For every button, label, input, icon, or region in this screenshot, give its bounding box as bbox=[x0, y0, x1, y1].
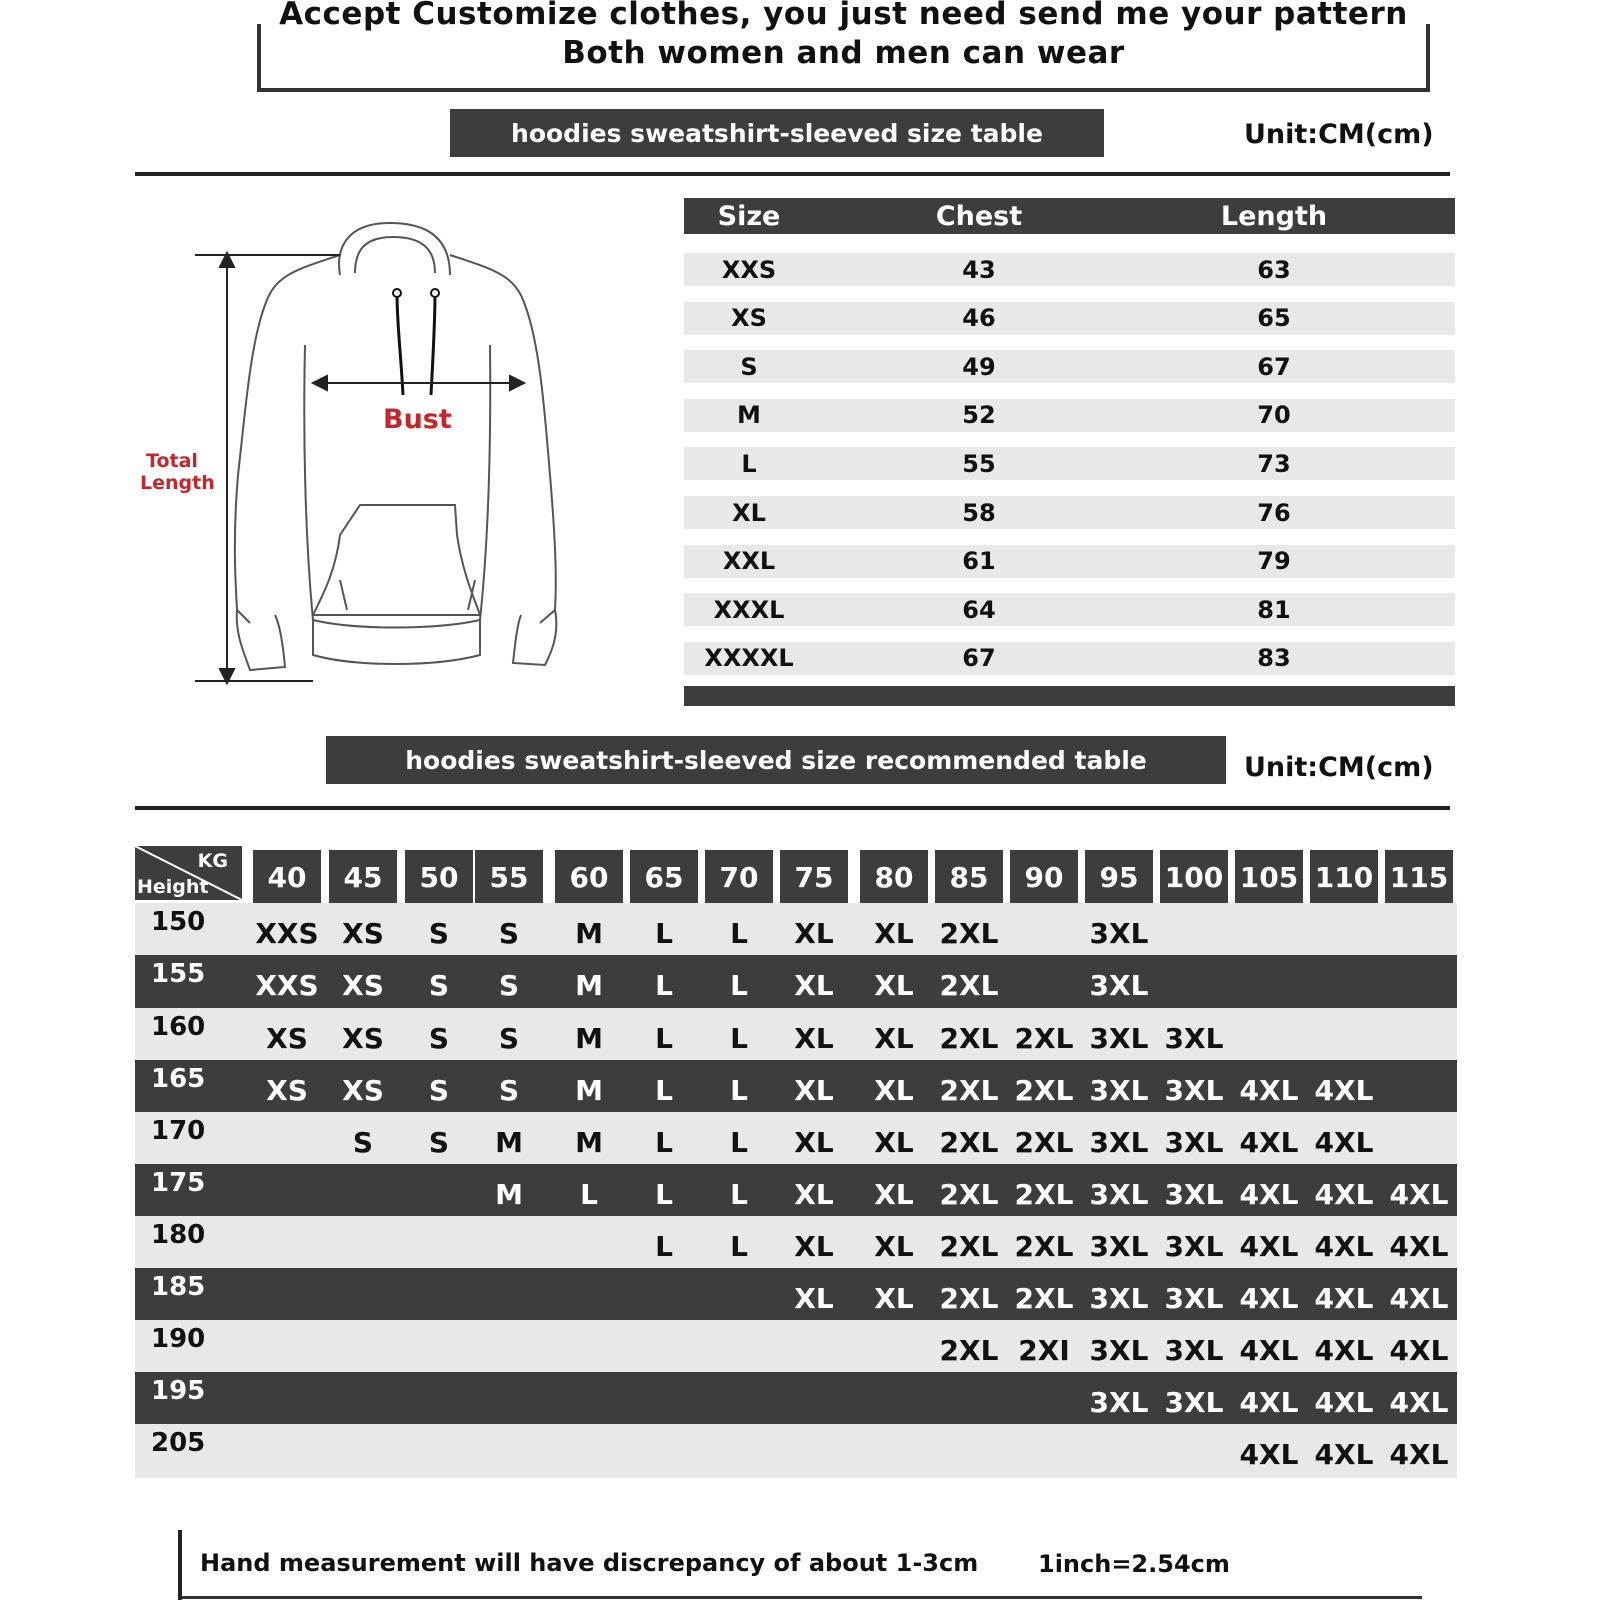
size-cell: XS bbox=[266, 1022, 308, 1055]
size-cell: 3XL bbox=[1089, 1334, 1149, 1367]
table-row bbox=[135, 1216, 1457, 1268]
size-cell: 3XL bbox=[1089, 1282, 1149, 1315]
corner-kg-label: KG bbox=[197, 850, 228, 872]
size-cell: XL bbox=[874, 1126, 914, 1159]
size-cell: 4XL bbox=[1314, 1178, 1374, 1211]
size-cell: L bbox=[730, 1178, 748, 1211]
size-cell: 3XL bbox=[1164, 1074, 1224, 1107]
length-cell: 83 bbox=[1257, 644, 1291, 673]
size-cell: 3XL bbox=[1164, 1386, 1224, 1419]
footer-note: Hand measurement will have discrepancy of about 1-3cm bbox=[200, 1549, 979, 1577]
footer-conversion: 1inch=2.54cm bbox=[1038, 1550, 1230, 1578]
size-cell: 2XI bbox=[1018, 1334, 1070, 1367]
size-cell: M bbox=[495, 1178, 523, 1211]
size-cell: M bbox=[575, 1074, 603, 1107]
size-cell: XXS bbox=[255, 917, 319, 950]
size-cell: 4XL bbox=[1239, 1126, 1299, 1159]
size-cell: 2XL bbox=[939, 969, 999, 1002]
size-cell: XL bbox=[794, 1022, 834, 1055]
chest-cell: 55 bbox=[962, 449, 996, 478]
size-cell: 3XL bbox=[1164, 1126, 1224, 1159]
size-cell: M bbox=[575, 917, 603, 950]
size-cell: S bbox=[498, 1074, 520, 1107]
size-cell: L bbox=[741, 449, 757, 478]
weight-header: 95 bbox=[1085, 850, 1153, 904]
size-cell: XL bbox=[874, 1074, 914, 1107]
size-table-row bbox=[684, 545, 1455, 578]
size-cell: 3XL bbox=[1089, 1022, 1149, 1055]
chest-cell: 64 bbox=[962, 595, 996, 624]
size-cell: 2XL bbox=[939, 1126, 999, 1159]
chest-cell: 43 bbox=[962, 255, 996, 284]
size-cell: S bbox=[428, 969, 450, 1002]
weight-header: 55 bbox=[475, 850, 543, 904]
size-cell: XS bbox=[266, 1074, 308, 1107]
weight-header: 45 bbox=[329, 850, 397, 904]
weight-header: 110 bbox=[1310, 850, 1378, 904]
footer-line bbox=[182, 1596, 1422, 1599]
size-cell: M bbox=[575, 1126, 603, 1159]
size-cell: 2XL bbox=[939, 917, 999, 950]
weight-header: 85 bbox=[935, 850, 1003, 904]
size-cell: 4XL bbox=[1239, 1334, 1299, 1367]
size-cell: L bbox=[655, 1126, 673, 1159]
size-cell: 2XL bbox=[939, 1074, 999, 1107]
size-cell: XL bbox=[874, 917, 914, 950]
size-cell: XL bbox=[874, 1230, 914, 1263]
height-label: 155 bbox=[151, 959, 206, 989]
size-cell: XS bbox=[342, 1074, 384, 1107]
weight-header: 65 bbox=[630, 850, 698, 904]
chest-cell: 52 bbox=[962, 401, 996, 430]
divider bbox=[135, 172, 1450, 176]
size-cell: M bbox=[737, 401, 761, 430]
weight-header: 100 bbox=[1160, 850, 1228, 904]
length-cell: 67 bbox=[1257, 352, 1291, 381]
size-cell: M bbox=[575, 969, 603, 1002]
height-label: 195 bbox=[151, 1376, 206, 1406]
size-cell: 3XL bbox=[1089, 1074, 1149, 1107]
size-cell: XL bbox=[794, 969, 834, 1002]
size-cell: XXXL bbox=[713, 595, 785, 624]
size-cell: XL bbox=[732, 498, 766, 527]
recommended-table-unit: Unit:CM(cm) bbox=[1244, 752, 1434, 783]
size-cell: L bbox=[730, 1230, 748, 1263]
size-table-row bbox=[684, 302, 1455, 335]
size-table-title: hoodies sweatshirt-sleeved size table bbox=[450, 109, 1104, 157]
size-cell: S bbox=[428, 1074, 450, 1107]
size-cell: 3XL bbox=[1164, 1230, 1224, 1263]
table-row bbox=[135, 1112, 1457, 1164]
size-cell: 4XL bbox=[1314, 1334, 1374, 1367]
size-cell: 4XL bbox=[1239, 1178, 1299, 1211]
corner-header bbox=[135, 846, 242, 900]
header-text bbox=[257, 0, 1430, 90]
table-row bbox=[135, 903, 1457, 955]
size-cell: XS bbox=[342, 969, 384, 1002]
size-cell: L bbox=[655, 969, 673, 1002]
size-cell: 4XL bbox=[1389, 1230, 1449, 1263]
size-table-row bbox=[684, 496, 1455, 529]
height-label: 180 bbox=[151, 1220, 206, 1250]
size-cell: L bbox=[730, 969, 748, 1002]
size-cell: XS bbox=[731, 304, 767, 333]
size-cell: L bbox=[730, 1126, 748, 1159]
size-cell: 4XL bbox=[1389, 1282, 1449, 1315]
weight-header: 40 bbox=[253, 850, 321, 904]
chest-cell: 58 bbox=[962, 498, 996, 527]
size-cell: L bbox=[655, 1178, 673, 1211]
size-cell: 4XL bbox=[1239, 1386, 1299, 1419]
size-cell: XL bbox=[874, 1178, 914, 1211]
header-line-2: Both women and men can wear bbox=[562, 35, 1125, 71]
height-label: 175 bbox=[151, 1168, 206, 1198]
size-cell: XXL bbox=[722, 547, 776, 576]
size-cell: XXS bbox=[721, 255, 777, 284]
size-cell: Size bbox=[717, 200, 781, 232]
length-cell: 65 bbox=[1257, 304, 1291, 333]
size-cell: 4XL bbox=[1314, 1230, 1374, 1263]
size-table-row bbox=[684, 350, 1455, 383]
table-row bbox=[135, 1164, 1457, 1216]
size-cell: 4XL bbox=[1389, 1178, 1449, 1211]
size-table-row bbox=[684, 253, 1455, 286]
size-cell: 4XL bbox=[1314, 1282, 1374, 1315]
size-cell: XL bbox=[874, 1282, 914, 1315]
length-cell: 81 bbox=[1257, 595, 1291, 624]
size-cell: M bbox=[495, 1126, 523, 1159]
height-label: 190 bbox=[151, 1324, 206, 1354]
total-length-label bbox=[140, 450, 215, 494]
size-cell: 2XL bbox=[1014, 1074, 1074, 1107]
weight-header: 80 bbox=[860, 850, 928, 904]
length-cell: 73 bbox=[1257, 449, 1291, 478]
size-cell: XL bbox=[794, 1178, 834, 1211]
hoodie-diagram bbox=[135, 215, 655, 690]
weight-header: 105 bbox=[1235, 850, 1303, 904]
footer-bar bbox=[178, 1530, 182, 1600]
weight-header: 115 bbox=[1385, 850, 1453, 904]
size-cell: L bbox=[730, 1022, 748, 1055]
size-cell: L bbox=[580, 1178, 598, 1211]
size-cell: 2XL bbox=[1014, 1022, 1074, 1055]
size-cell: L bbox=[730, 1074, 748, 1107]
size-cell: 2XL bbox=[939, 1282, 999, 1315]
size-table-unit: Unit:CM(cm) bbox=[1244, 119, 1434, 150]
chest-cell: 49 bbox=[962, 352, 996, 381]
length-cell: Length bbox=[1220, 200, 1328, 232]
size-cell: 4XL bbox=[1389, 1386, 1449, 1419]
header-line-1: Accept Customize clothes, you just need send me your pattern bbox=[279, 0, 1408, 32]
table-row bbox=[135, 1320, 1457, 1372]
table-row bbox=[135, 1424, 1457, 1478]
size-cell: 4XL bbox=[1389, 1438, 1449, 1471]
size-cell: S bbox=[498, 969, 520, 1002]
size-cell: 3XL bbox=[1089, 1230, 1149, 1263]
size-cell: 2XL bbox=[1014, 1230, 1074, 1263]
size-cell: XL bbox=[794, 1074, 834, 1107]
size-cell: S bbox=[428, 1022, 450, 1055]
table-row bbox=[135, 1060, 1457, 1112]
size-cell: 4XL bbox=[1389, 1334, 1449, 1367]
size-cell: S bbox=[352, 1126, 374, 1159]
recommended-table-title: hoodies sweatshirt-sleeved size recommended table bbox=[326, 736, 1226, 784]
chest-cell: 46 bbox=[962, 304, 996, 333]
size-cell: S bbox=[740, 352, 758, 381]
weight-header: 70 bbox=[705, 850, 773, 904]
size-cell: L bbox=[655, 1230, 673, 1263]
length-cell: 76 bbox=[1257, 498, 1291, 527]
size-cell: 3XL bbox=[1164, 1282, 1224, 1315]
size-cell: XL bbox=[794, 1126, 834, 1159]
size-cell: L bbox=[655, 1022, 673, 1055]
height-label: 150 bbox=[151, 907, 206, 937]
height-label: 160 bbox=[151, 1012, 206, 1042]
size-cell: L bbox=[655, 1074, 673, 1107]
divider bbox=[135, 806, 1450, 810]
size-cell: S bbox=[428, 1126, 450, 1159]
size-cell: 3XL bbox=[1164, 1178, 1224, 1211]
table-row bbox=[135, 1372, 1457, 1424]
size-cell: 2XL bbox=[939, 1334, 999, 1367]
size-cell: S bbox=[498, 1022, 520, 1055]
size-cell: 3XL bbox=[1089, 969, 1149, 1002]
size-cell: 4XL bbox=[1314, 1438, 1374, 1471]
size-cell: 2XL bbox=[939, 1178, 999, 1211]
size-table-row bbox=[684, 447, 1455, 480]
size-cell: 3XL bbox=[1089, 1178, 1149, 1211]
length-cell: 79 bbox=[1257, 547, 1291, 576]
total-label-line-1: Total bbox=[146, 450, 198, 472]
height-label: 170 bbox=[151, 1116, 206, 1146]
size-cell: 2XL bbox=[939, 1022, 999, 1055]
bust-label: Bust bbox=[383, 404, 452, 435]
size-cell: 4XL bbox=[1239, 1074, 1299, 1107]
size-cell: 2XL bbox=[939, 1230, 999, 1263]
size-cell: 3XL bbox=[1089, 917, 1149, 950]
size-cell: 3XL bbox=[1089, 1126, 1149, 1159]
size-cell: XL bbox=[794, 917, 834, 950]
size-cell: XL bbox=[794, 1230, 834, 1263]
size-cell: M bbox=[575, 1022, 603, 1055]
size-cell: 4XL bbox=[1239, 1438, 1299, 1471]
table-row bbox=[135, 1008, 1457, 1060]
size-cell: XXXXL bbox=[704, 644, 794, 673]
size-table-footer-bar bbox=[684, 686, 1455, 706]
size-cell: 3XL bbox=[1164, 1334, 1224, 1367]
size-cell: XXS bbox=[255, 969, 319, 1002]
size-cell: 2XL bbox=[1014, 1178, 1074, 1211]
size-cell: 3XL bbox=[1164, 1022, 1224, 1055]
size-cell: 4XL bbox=[1314, 1386, 1374, 1419]
size-cell: L bbox=[655, 917, 673, 950]
weight-header: 75 bbox=[780, 850, 848, 904]
size-cell: XS bbox=[342, 1022, 384, 1055]
size-table-row bbox=[684, 593, 1455, 626]
size-cell: 4XL bbox=[1239, 1282, 1299, 1315]
table-row bbox=[135, 955, 1457, 1008]
size-table-header bbox=[684, 198, 1455, 234]
total-label-line-2: Length bbox=[140, 472, 215, 494]
height-label: 205 bbox=[151, 1428, 206, 1458]
size-cell: XL bbox=[794, 1282, 834, 1315]
length-cell: 70 bbox=[1257, 401, 1291, 430]
weight-header: 90 bbox=[1010, 850, 1078, 904]
height-label: 165 bbox=[151, 1064, 206, 1094]
height-label: 185 bbox=[151, 1272, 206, 1302]
table-row bbox=[135, 1268, 1457, 1320]
size-table-row bbox=[684, 399, 1455, 432]
corner-height-label: Height bbox=[137, 876, 209, 898]
size-cell: 4XL bbox=[1239, 1230, 1299, 1263]
weight-header: 50 bbox=[405, 850, 473, 904]
size-cell: XL bbox=[874, 1022, 914, 1055]
size-cell: 2XL bbox=[1014, 1126, 1074, 1159]
chest-cell: 67 bbox=[962, 644, 996, 673]
chest-cell: 61 bbox=[962, 547, 996, 576]
size-cell: 3XL bbox=[1089, 1386, 1149, 1419]
size-cell: XS bbox=[342, 917, 384, 950]
size-cell: 4XL bbox=[1314, 1126, 1374, 1159]
size-cell: S bbox=[428, 917, 450, 950]
size-cell: S bbox=[498, 917, 520, 950]
size-cell: XL bbox=[874, 969, 914, 1002]
length-cell: 63 bbox=[1257, 255, 1291, 284]
size-cell: 4XL bbox=[1314, 1074, 1374, 1107]
size-cell: L bbox=[730, 917, 748, 950]
size-cell: 2XL bbox=[1014, 1282, 1074, 1315]
weight-header: 60 bbox=[555, 850, 623, 904]
chest-cell: Chest bbox=[935, 200, 1023, 232]
size-table-row bbox=[684, 642, 1455, 675]
